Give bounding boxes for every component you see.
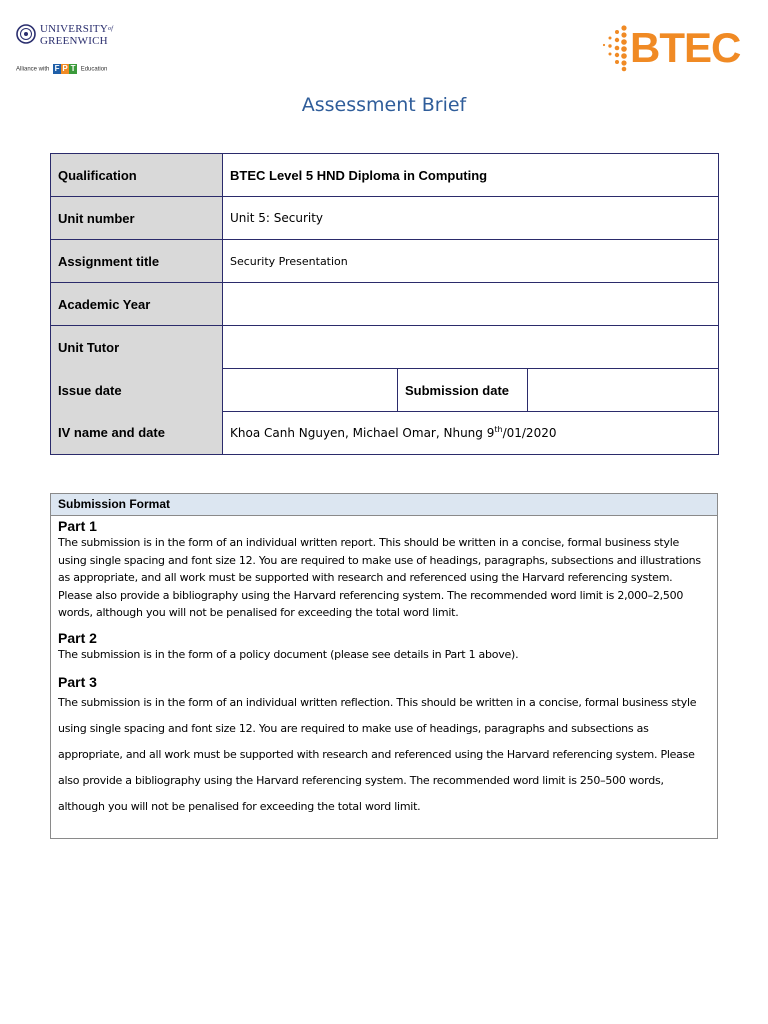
unit-tutor-label: Unit Tutor <box>51 326 223 369</box>
assignment-title-value: Security Presentation <box>223 240 719 283</box>
iv-name-date-label: IV name and date <box>51 412 223 455</box>
table-row-iv <box>51 412 719 455</box>
submission-date-label: Submission date <box>398 369 528 412</box>
table-row-assignment-title <box>51 240 719 283</box>
table-row-unit-tutor <box>51 326 719 369</box>
btec-logo-text: BTEC <box>630 24 741 71</box>
part2-title: Part 2 <box>58 629 97 646</box>
part1-title: Part 1 <box>58 518 97 534</box>
fpt-letter-f: F <box>54 64 60 73</box>
submission-date-value <box>528 369 719 412</box>
part1-text: The submission is in the form of an individual written report. This should be written in a concise, formal business style using single spacing and font size 12. You are required to make use of headings, paragraphs, subsections and illustrations as appropriate, and all work must be supported with research and referenced using the Harvard referencing system. Please also provide a bibliography using the Harvard referencing system. The recommended word limit is 2,000–2,500 words, although you will not be penalised for exceeding the total word limit. <box>58 536 701 620</box>
btec-dots-icon <box>600 24 630 72</box>
issue-date-label: Issue date <box>51 369 223 412</box>
issue-date-value <box>223 369 398 412</box>
part2-text: The submission is in the form of a policy document (please see details in Part 1 above). <box>58 647 519 661</box>
iv-value-prefix: Khoa Canh Nguyen, Michael Omar, Nhung 9 <box>230 426 495 440</box>
table-row-dates <box>51 369 719 412</box>
fpt-alliance-tagline <box>16 64 107 74</box>
unit-tutor-value <box>223 326 719 369</box>
iv-value-suffix: /01/2020 <box>502 426 557 440</box>
university-name-line1: UNIVERSITY <box>40 23 108 35</box>
table-row-qualification <box>51 154 719 197</box>
university-crest-icon <box>16 24 36 44</box>
alliance-suffix: Education <box>80 66 108 73</box>
university-name-line2: GREENWICH <box>40 35 108 47</box>
fpt-logo <box>53 64 77 74</box>
submission-format-box <box>50 493 718 839</box>
university-of-greenwich-logo <box>16 22 126 78</box>
table-row-unit-number <box>51 197 719 240</box>
part3-title: Part 3 <box>58 673 97 690</box>
qualification-value: BTEC Level 5 HND Diploma in Computing <box>223 154 719 197</box>
university-name-of: of <box>108 26 114 32</box>
unit-number-value: Unit 5: Security <box>223 197 719 240</box>
fpt-letter-t: T <box>70 64 76 73</box>
academic-year-value <box>223 283 719 326</box>
btec-logo <box>600 20 756 76</box>
academic-year-label: Academic Year <box>51 283 223 326</box>
part3-text: The submission is in the form of an individual written reflection. This should be written in a concise, formal business style using single spacing and font size 12. You are required to make use of headings, paragraphs and subsections as appropriate, and all work must be supported with research and referenced using the Harvard referencing system. Please also provide a bibliography using the Harvard referencing system. The recommended word limit is 250–500 words, although you will not be penalised for exceeding the total word limit. <box>58 695 697 813</box>
alliance-prefix: Alliance with <box>16 66 50 73</box>
iv-value-superscript: th <box>494 425 503 434</box>
submission-format-header: Submission Format <box>51 494 717 516</box>
table-row-academic-year <box>51 283 719 326</box>
university-name <box>40 23 113 47</box>
iv-name-date-value <box>223 412 719 455</box>
qualification-label: Qualification <box>51 154 223 197</box>
assessment-info-table <box>50 153 719 455</box>
page-title: Assessment Brief <box>301 94 467 116</box>
unit-number-label: Unit number <box>51 197 223 240</box>
fpt-letter-p: P <box>62 64 68 73</box>
assignment-title-label: Assignment title <box>51 240 223 283</box>
